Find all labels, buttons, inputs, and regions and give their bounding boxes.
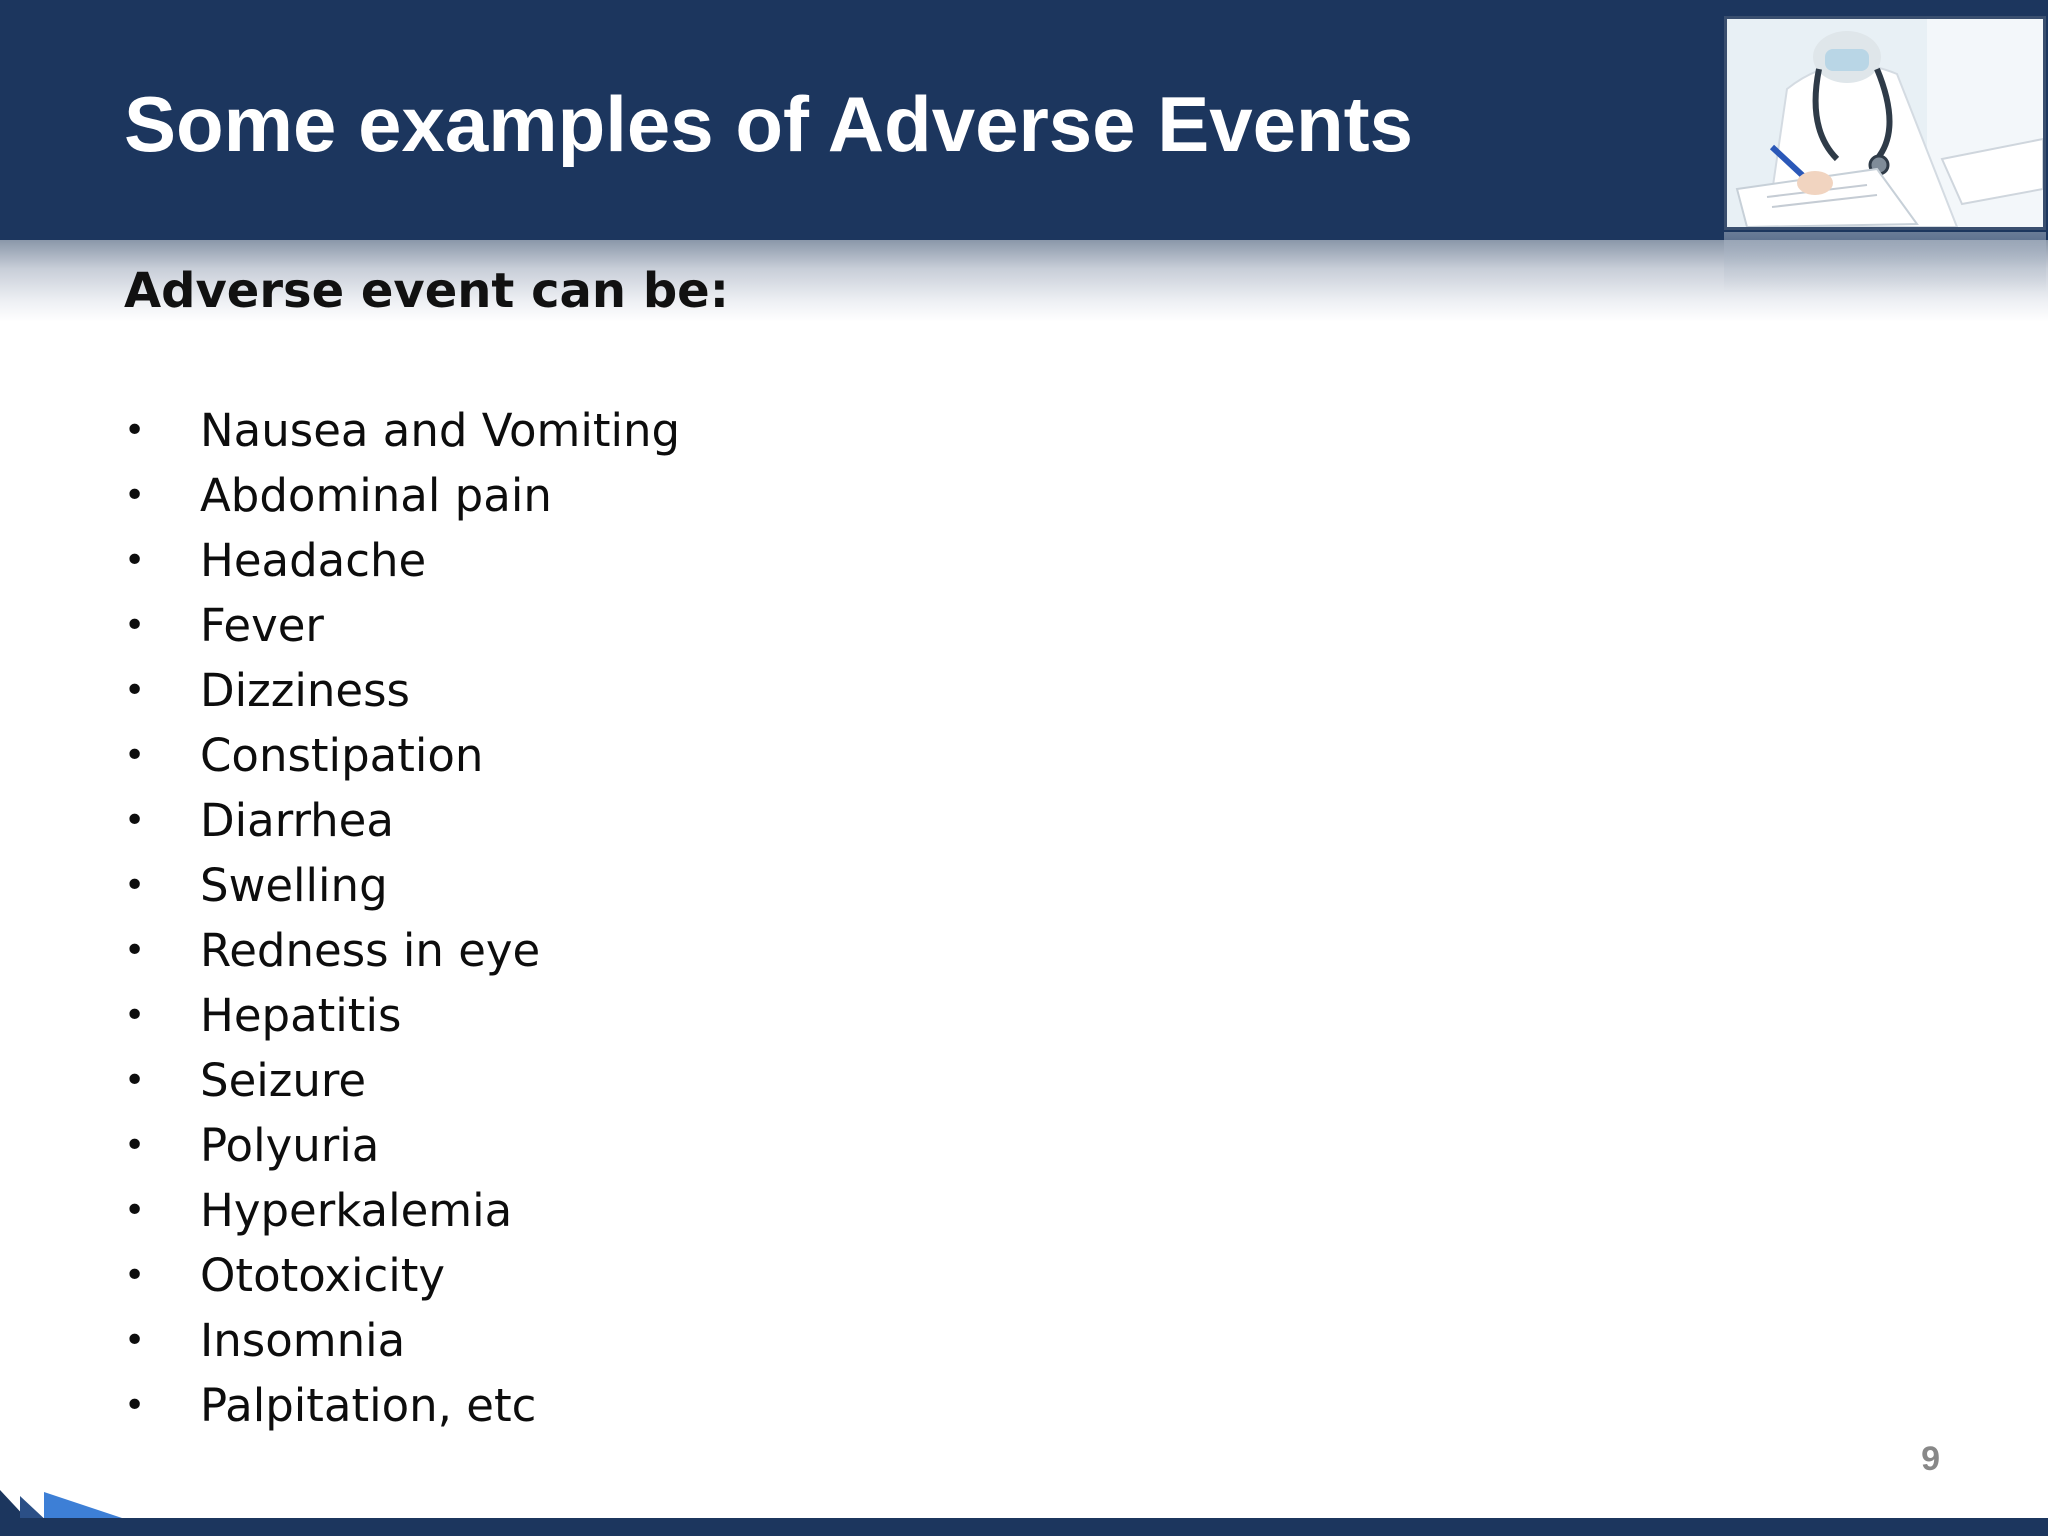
list-item-text: Ototoxicity <box>200 1249 446 1302</box>
bullet-icon: • <box>124 995 146 1036</box>
footer-bar <box>0 1518 2048 1536</box>
bullet-icon: • <box>124 670 146 711</box>
bullet-icon: • <box>124 1320 146 1361</box>
list-item <box>124 853 680 918</box>
bullet-icon: • <box>124 540 146 581</box>
list-item <box>124 983 680 1048</box>
bullet-icon: • <box>124 1125 146 1166</box>
list-item-text: Constipation <box>200 729 484 782</box>
bullet-icon: • <box>124 1060 146 1101</box>
bullet-icon: • <box>124 1255 146 1296</box>
list-item <box>124 463 680 528</box>
bullet-icon: • <box>124 605 146 646</box>
list-item <box>124 1113 680 1178</box>
list-item-text: Seizure <box>200 1054 367 1107</box>
list-item-text: Polyuria <box>200 1119 380 1172</box>
list-item <box>124 1243 680 1308</box>
list-item <box>124 1308 680 1373</box>
bullet-icon: • <box>124 1385 146 1426</box>
list-item-text: Hyperkalemia <box>200 1184 513 1237</box>
slide-title: Some examples of Adverse Events <box>124 80 1414 168</box>
list-item-text: Hepatitis <box>200 989 402 1042</box>
list-item <box>124 918 680 983</box>
page-number: 9 <box>1921 1440 1940 1478</box>
list-item-text: Palpitation, etc <box>200 1379 537 1432</box>
doctor-writing-photo-icon <box>1724 16 2046 230</box>
bullet-icon: • <box>124 1190 146 1231</box>
photo-reflection <box>1724 232 2046 292</box>
list-item <box>124 1373 680 1438</box>
list-item <box>124 788 680 853</box>
bullet-icon: • <box>124 410 146 451</box>
list-item-text: Diarrhea <box>200 794 394 847</box>
list-item <box>124 398 680 463</box>
list-item-text: Nausea and Vomiting <box>200 404 681 457</box>
list-item-text: Abdominal pain <box>200 469 552 522</box>
bullet-icon: • <box>124 865 146 906</box>
list-item <box>124 593 680 658</box>
list-item-text: Fever <box>200 599 324 652</box>
list-item <box>124 1178 680 1243</box>
list-item <box>124 658 680 723</box>
adverse-events-list <box>124 398 680 1438</box>
list-item-text: Insomnia <box>200 1314 406 1367</box>
list-item-text: Dizziness <box>200 664 410 717</box>
bullet-icon: • <box>124 475 146 516</box>
list-item-text: Headache <box>200 534 427 587</box>
bullet-icon: • <box>124 800 146 841</box>
bullet-icon: • <box>124 735 146 776</box>
list-item <box>124 1048 680 1113</box>
list-item <box>124 528 680 593</box>
content-subtitle: Adverse event can be: <box>124 263 729 319</box>
list-item-text: Redness in eye <box>200 924 541 977</box>
list-item <box>124 723 680 788</box>
corner-decoration <box>0 1400 200 1536</box>
list-item-text: Swelling <box>200 859 388 912</box>
bullet-icon: • <box>124 930 146 971</box>
